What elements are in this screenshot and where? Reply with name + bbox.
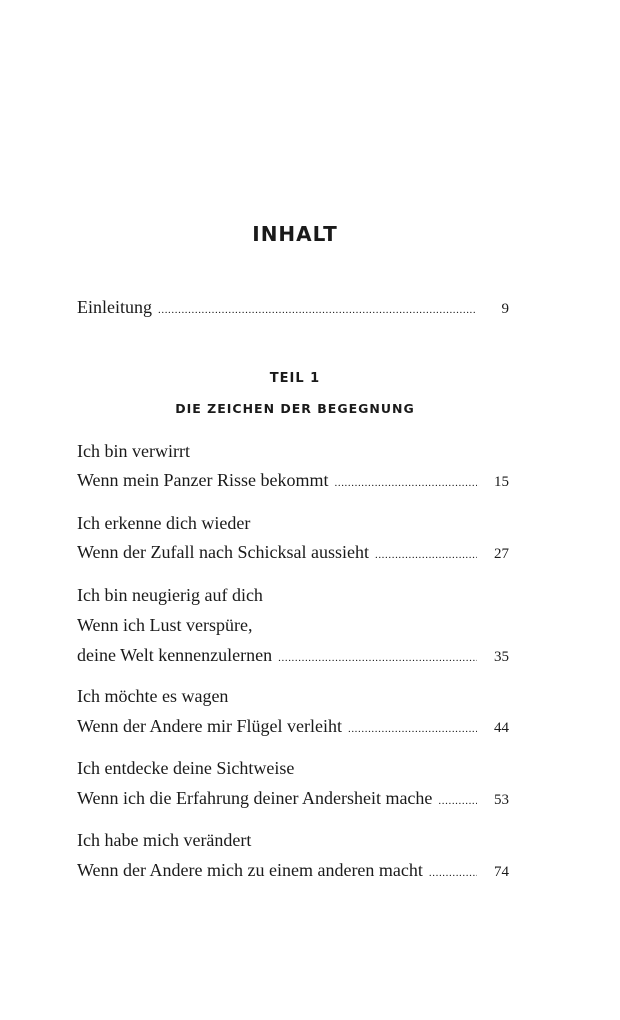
dot-leader bbox=[158, 297, 477, 323]
toc-entry-label: Wenn mein Panzer Risse bekommt bbox=[77, 470, 329, 490]
toc-entry[interactable] bbox=[77, 642, 509, 668]
toc-page-number: 9 bbox=[501, 301, 509, 317]
dot-leader bbox=[348, 716, 477, 742]
toc-entry-label: Wenn der Andere mir Flügel verleiht bbox=[77, 716, 342, 736]
toc-entry-label-line: Wenn ich Lust verspüre, bbox=[77, 615, 253, 635]
chapter-heading: Ich habe mich verändert bbox=[77, 830, 252, 850]
toc-page-number: 35 bbox=[494, 649, 509, 665]
part-number: TEIL 1 bbox=[269, 371, 321, 386]
toc-page-number: 15 bbox=[494, 474, 509, 490]
toc-entry-label: Wenn der Andere mich zu einem anderen macht bbox=[77, 860, 423, 880]
toc-entry-label: Wenn ich die Erfahrung deiner Andersheit mache bbox=[77, 788, 433, 808]
chapter-heading: Ich bin neugierig auf dich bbox=[77, 585, 263, 605]
toc-entry-intro[interactable] bbox=[77, 294, 509, 320]
toc-page-number: 27 bbox=[494, 546, 509, 562]
toc-page-number: 53 bbox=[494, 792, 509, 808]
dot-leader bbox=[375, 542, 477, 568]
toc-page-number: 74 bbox=[494, 864, 509, 880]
toc-entry-label: Wenn der Zufall nach Schicksal aussieht bbox=[77, 542, 369, 562]
toc-entry[interactable] bbox=[77, 713, 509, 739]
toc-title: INHALT bbox=[252, 222, 338, 246]
toc-entry[interactable] bbox=[77, 857, 509, 883]
toc-entry[interactable] bbox=[77, 467, 509, 493]
dot-leader bbox=[438, 788, 477, 814]
toc-page-number: 44 bbox=[494, 720, 509, 736]
toc-entry[interactable] bbox=[77, 785, 509, 811]
part-title: DIE ZEICHEN DER BEGEGNUNG bbox=[175, 401, 415, 416]
chapter-heading: Ich bin verwirrt bbox=[77, 441, 190, 461]
toc-entry[interactable] bbox=[77, 539, 509, 565]
chapter-heading: Ich möchte es wagen bbox=[77, 686, 229, 706]
dot-leader bbox=[335, 470, 478, 496]
toc-entry-label: deine Welt kennenzulernen bbox=[77, 645, 273, 665]
dot-leader bbox=[278, 645, 477, 671]
chapter-heading: Ich erkenne dich wieder bbox=[77, 513, 251, 533]
dot-leader bbox=[429, 860, 477, 886]
chapter-heading: Ich entdecke deine Sichtweise bbox=[77, 758, 295, 778]
toc-entry-label: Einleitung bbox=[77, 297, 152, 317]
